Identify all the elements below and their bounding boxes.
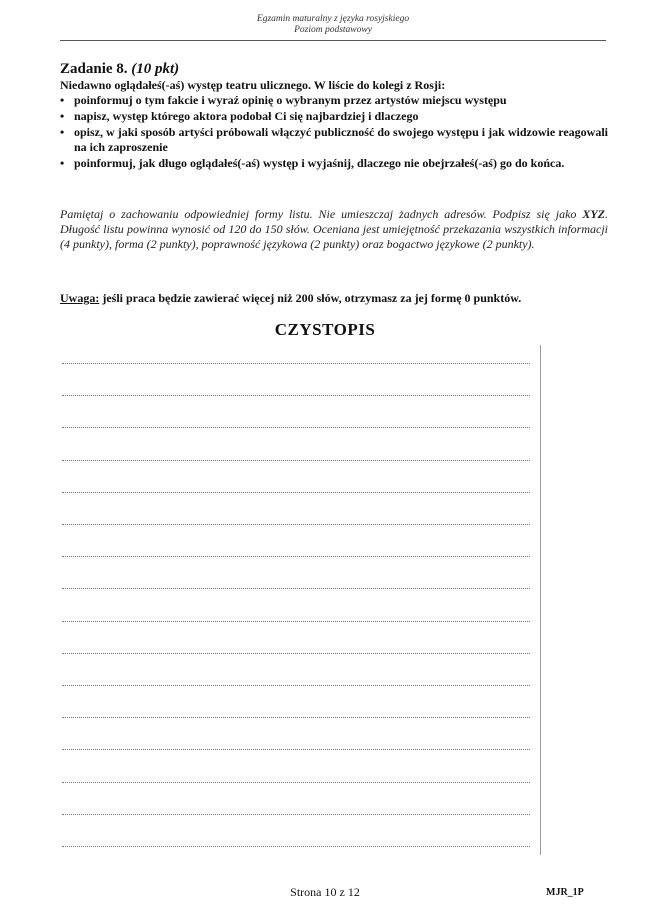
writing-line[interactable]	[62, 460, 530, 461]
writing-area[interactable]	[62, 345, 540, 855]
writing-line[interactable]	[62, 782, 530, 783]
task-bullet-item	[60, 156, 608, 171]
bullet-dot-icon: •	[60, 125, 65, 139]
writing-line[interactable]	[62, 588, 530, 589]
bullet-dot-icon: •	[60, 109, 65, 123]
exam-header-level: Poziom podstawowy	[294, 25, 372, 35]
exam-header	[60, 14, 606, 36]
writing-line[interactable]	[62, 556, 530, 557]
writing-line[interactable]	[62, 814, 530, 815]
task-title	[60, 61, 179, 78]
writing-line[interactable]	[62, 427, 530, 428]
task-note-part1: Pamiętaj o zachowaniu odpowiedniej formy listu. Nie umieszczaj żadnych adresów. Podpisz się jako	[60, 207, 583, 221]
task-number: Zadanie 8.	[60, 61, 128, 77]
writing-line[interactable]	[62, 363, 530, 364]
writing-line[interactable]	[62, 524, 530, 525]
writing-line[interactable]	[62, 653, 530, 654]
task-bullet-list	[60, 93, 608, 172]
task-bullet-item	[60, 125, 608, 155]
warning-label: Uwaga:	[60, 291, 100, 305]
clean-copy-title: CZYSTOPIS	[274, 320, 376, 339]
task-bullet-item	[60, 109, 608, 124]
task-note-signature: XYZ	[582, 207, 605, 221]
writing-margin-line	[540, 345, 541, 855]
page-number: Strona 10 z 12	[290, 885, 360, 899]
task-bullet-text: napisz, występ którego aktora podobał Ci się najbardziej i dlaczego	[74, 109, 419, 123]
exam-header-title: Egzamin maturalny z języka rosyjskiego	[256, 14, 410, 24]
task-bullet-text: poinformuj, jak długo oglądałeś(-aś) występ i wyjaśnij, dlaczego nie obejrzałeś(-aś) go do końca.	[74, 156, 565, 170]
writing-line[interactable]	[62, 749, 530, 750]
writing-line[interactable]	[62, 492, 530, 493]
task-bullet-item	[60, 93, 608, 108]
task-warning	[60, 291, 608, 306]
writing-line[interactable]	[62, 395, 530, 396]
bullet-dot-icon: •	[60, 156, 65, 170]
exam-code: MJR_1P	[546, 887, 584, 898]
writing-line[interactable]	[62, 846, 530, 847]
bullet-dot-icon: •	[60, 93, 65, 107]
warning-text: jeśli praca będzie zawierać więcej niż 200 słów, otrzymasz za jej formę 0 punktów.	[99, 291, 522, 305]
task-bullet-text: poinformuj o tym fakcie i wyraź opinię o wybranym przez artystów miejscu występu	[74, 93, 507, 107]
header-divider	[60, 40, 606, 41]
task-note	[60, 207, 608, 252]
writing-line[interactable]	[62, 621, 530, 622]
task-bullet-text: opisz, w jaki sposób artyści próbowali włączyć publiczność do swojego występu i jak widzowie reagowali na ich zaproszenie	[74, 125, 608, 154]
task-points: (10 pkt)	[131, 61, 180, 77]
writing-line[interactable]	[62, 717, 530, 718]
writing-line[interactable]	[62, 685, 530, 686]
task-intro: Niedawno oglądałeś(-aś) występ teatru ulicznego. W liście do kolegi z Rosji:	[60, 78, 446, 92]
task-note-part2: . Długość listu powinna wynosić od 120 do 150 słów. Oceniana jest umiejętność przekazania wszystkich informacji (4 punkty), forma (2 punkty), poprawność językowa (2 punkty) oraz bogactwo językowe (2 punkty).	[60, 207, 608, 251]
